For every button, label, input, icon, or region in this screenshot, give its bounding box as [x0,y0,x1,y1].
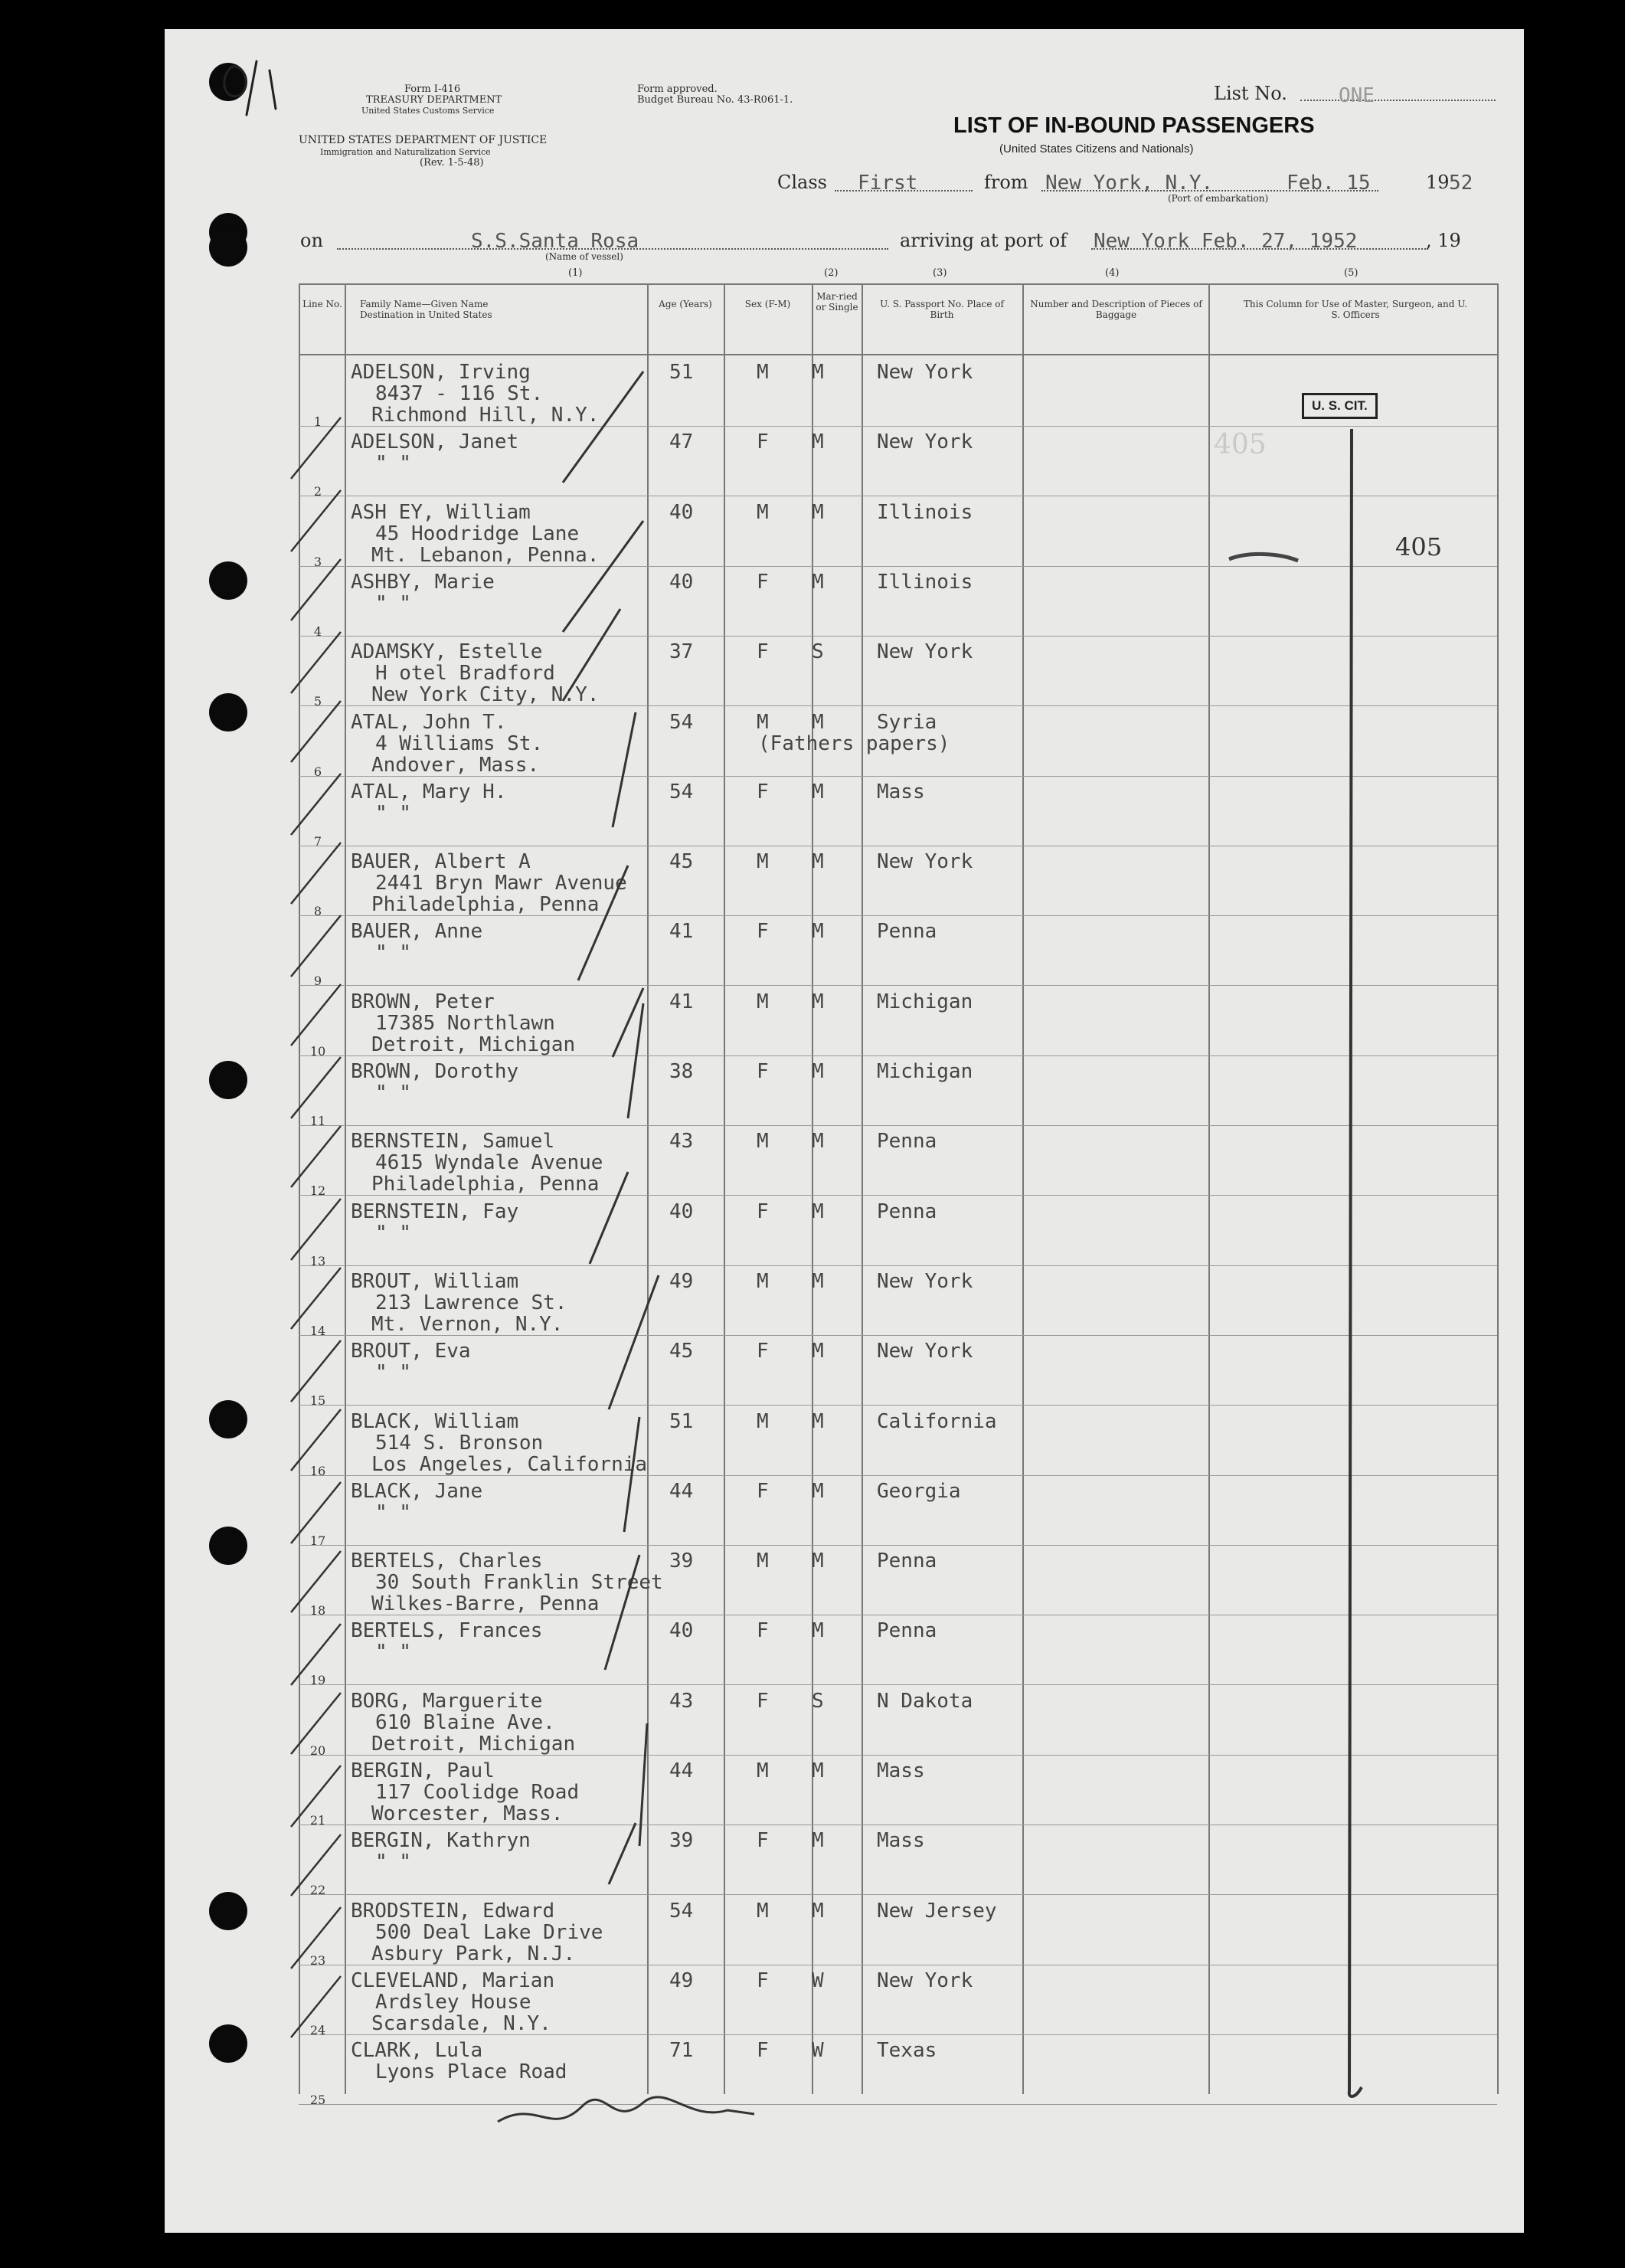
passenger-sex: M [757,710,769,734]
passenger-name: CLARK, Lula [351,2039,483,2063]
marital-status: W [812,2039,824,2063]
marital-status: M [812,1899,824,1923]
form-number: Form I-416 [404,83,461,95]
address-line-1: 17385 Northlawn [375,1011,555,1035]
passenger-sex: F [757,430,769,454]
passenger-age: 39 [669,1550,694,1573]
place-of-birth: California [877,1409,997,1433]
passenger-sex: M [757,1130,769,1154]
address-line-2: Detroit, Michigan [371,1033,576,1056]
marital-status: M [812,1269,824,1293]
passenger-sex: F [757,1340,769,1363]
passenger-name: ATAL, John T. [351,710,507,734]
passenger-name: BLACK, William [351,1409,519,1433]
line-number: 4 [313,623,322,639]
address-line-1: H otel Bradford [375,662,555,686]
passenger-age: 40 [669,500,694,524]
passenger-sex: F [757,570,769,594]
from-value: New York, N.Y. [1045,172,1214,195]
passenger-sex: F [757,2039,769,2063]
passenger-name: BROWN, Dorothy [351,1060,519,1083]
place-of-birth: Penna [877,1550,937,1573]
passenger-name: BERNSTEIN, Samuel [351,1130,555,1154]
header-name: Family Name—Given Name Destination in United States [360,299,492,320]
place-of-birth: Mass [877,1759,925,1782]
place-of-birth: Penna [877,1619,937,1643]
address-line-1: " " [375,1641,411,1664]
passenger-sex: F [757,1619,769,1643]
header-baggage: Number and Description of Pieces of Baggage [1030,299,1202,320]
bracket-line [1349,429,1362,2096]
marital-status: M [812,1060,824,1083]
signature [498,2097,754,2122]
line-number: 3 [313,554,322,569]
class-label: Class [777,172,827,193]
arriving-value: New York Feb. 27, 1952 [1094,230,1358,253]
passenger-sex: F [757,1689,769,1713]
place-of-birth: New York [877,1269,973,1293]
marital-status: M [812,1340,824,1363]
address-line-2: Mt. Vernon, N.Y. [371,1312,564,1336]
passenger-sex: F [757,920,769,944]
marital-status: M [812,1199,824,1223]
line-number: 18 [309,1603,326,1618]
header-sex: Sex (F-M) [744,299,791,309]
marital-status: M [812,361,824,384]
place-of-birth: N Dakota [877,1689,973,1713]
col-num-3: (3) [933,267,947,279]
passenger-name: BAUER, Albert A [351,850,531,874]
place-of-birth: New Jersey [877,1899,997,1923]
passenger-name: ADELSON, Janet [351,430,519,454]
address-line-1: " " [375,941,411,965]
passenger-name: BERTELS, Frances [351,1619,543,1643]
address-line-1: 2441 Bryn Mawr Avenue [375,872,627,895]
marital-status: M [812,1409,824,1433]
header-age: Age (Years) [659,299,712,309]
passenger-name: ADAMSKY, Estelle [351,640,543,664]
marital-status: W [812,1969,824,1992]
address-line-1: " " [375,801,411,825]
passenger-sex: M [757,1759,769,1782]
form-revision: (Rev. 1-5-48) [420,157,484,169]
port-embark-caption: (Port of embarkation) [1168,193,1269,204]
passenger-age: 44 [669,1759,694,1782]
marital-status: M [812,710,824,734]
arriving-suffix: , 19 [1426,230,1461,251]
place-of-birth: New York [877,430,973,454]
address-line-1: " " [375,1851,411,1874]
address-line-1: " " [375,1082,411,1105]
passenger-sex: F [757,1060,769,1083]
header-passport: U. S. Passport No. Place of Birth [880,299,1004,320]
passenger-age: 49 [669,1269,694,1293]
line-number: 19 [309,1673,326,1688]
line-number: 23 [309,1952,326,1968]
list-no-value: ONE [1339,84,1375,107]
place-of-birth: Michigan [877,990,973,1013]
passenger-age: 49 [669,1969,694,1992]
passenger-name: BORG, Marguerite [351,1689,543,1713]
place-of-birth: Penna [877,920,937,944]
address-line-1: " " [375,1361,411,1385]
passenger-name: BROUT, Eva [351,1340,471,1363]
passenger-sex: F [757,640,769,664]
passenger-name: BERGIN, Paul [351,1759,495,1782]
passenger-sex: M [757,990,769,1013]
place-of-birth: Mass [877,1829,925,1853]
line-number: 16 [309,1463,326,1478]
place-of-birth: New York [877,1340,973,1363]
marital-status: M [812,1619,824,1643]
marital-status: M [812,1130,824,1154]
passenger-name: ADELSON, Irving [351,361,531,384]
place-of-birth: Illinois [877,500,973,524]
marital-status: M [812,570,824,594]
passenger-age: 54 [669,1899,694,1923]
document-title: LIST OF IN-BOUND PASSENGERS [953,113,1315,138]
address-line-2: Philadelphia, Penna [371,893,600,917]
line-number: 21 [309,1813,326,1828]
passenger-age: 47 [669,430,694,454]
marital-status: M [812,1759,824,1782]
line-number: 12 [309,1183,326,1199]
passenger-name: BERNSTEIN, Fay [351,1199,519,1223]
marital-status: M [812,920,824,944]
birth-note: (Fathers papers) [758,731,950,755]
passenger-sex: M [757,1550,769,1573]
passenger-sex: M [757,1899,769,1923]
place-of-birth: New York [877,361,973,384]
address-line-2: Worcester, Mass. [371,1802,564,1825]
form-approved: Form approved. [637,83,718,95]
vessel-name: S.S.Santa Rosa [471,230,639,253]
address-line-1: 610 Blaine Ave. [375,1710,555,1734]
address-line-2: Scarsdale, N.Y. [371,2011,551,2035]
dept-treasury: TREASURY DEPARTMENT [366,94,502,106]
line-number: 1 [313,414,322,429]
passenger-age: 51 [669,361,694,384]
col-num-4: (4) [1105,267,1120,279]
address-line-2: Philadelphia, Penna [371,1173,600,1196]
line-number: 13 [309,1253,326,1268]
class-value: First [858,172,918,195]
list-no-label: List No. [1214,83,1287,104]
address-line-2: Asbury Park, N.J. [371,1942,576,1965]
address-line-2: Wilkes-Barre, Penna [371,1592,600,1616]
place-of-birth: Michigan [877,1060,973,1083]
passenger-name: ASHBY, Marie [351,570,495,594]
line-number: 2 [313,484,322,499]
passenger-sex: M [757,1409,769,1433]
passenger-sex: F [757,1969,769,1992]
passenger-name: BERTELS, Charles [351,1550,543,1573]
passenger-age: 40 [669,1199,694,1223]
address-line-1: 4 Williams St. [375,731,544,755]
faint-annotation: 405 [1214,429,1267,460]
passenger-age: 40 [669,1619,694,1643]
address-line-2: Andover, Mass. [371,753,540,777]
address-line-1: 4615 Wyndale Avenue [375,1151,603,1175]
passenger-age: 45 [669,850,694,874]
passenger-sex: F [757,780,769,803]
embark-year-prefix: 19 [1426,172,1450,193]
place-of-birth: New York [877,850,973,874]
passenger-sex: F [757,1199,769,1223]
passenger-age: 38 [669,1060,694,1083]
place-of-birth: Mass [877,780,925,803]
dept-justice-sub: Immigration and Naturalization Service [320,147,491,157]
marital-status: M [812,1829,824,1853]
line-number: 17 [309,1533,326,1548]
passenger-name: ASH EY, William [351,500,531,524]
place-of-birth: Syria [877,710,937,734]
passenger-name: BRODSTEIN, Edward [351,1899,555,1923]
from-label: from [984,172,1028,193]
dept-treasury-sub: United States Customs Service [361,106,495,116]
pair-slashes [563,371,659,1884]
vessel-caption: (Name of vessel) [545,251,623,262]
address-line-2: Los Angeles, California [371,1452,648,1476]
document-subtitle: (United States Citizens and Nationals) [999,142,1194,155]
dept-justice: UNITED STATES DEPARTMENT OF JUSTICE [299,134,548,146]
address-line-1: 500 Deal Lake Drive [375,1920,603,1944]
passenger-age: 51 [669,1409,694,1433]
address-line-1: 8437 - 116 St. [375,382,544,405]
place-of-birth: Illinois [877,570,973,594]
address-line-1: 45 Hoodridge Lane [375,522,580,545]
marital-status: S [812,1689,824,1713]
marital-status: M [812,780,824,803]
passenger-sex: M [757,850,769,874]
passenger-sex: F [757,1479,769,1503]
passenger-age: 37 [669,640,694,664]
passenger-name: BROUT, William [351,1269,519,1293]
line-number: 6 [313,764,322,779]
passenger-age: 45 [669,1340,694,1363]
passenger-sex: M [757,500,769,524]
marital-status: S [812,640,824,664]
marital-status: M [812,430,824,454]
address-line-1: 30 South Franklin Street [375,1571,663,1595]
line-number: 25 [309,2093,326,2108]
check-marks [291,417,341,2037]
address-line-1: " " [375,1221,411,1245]
line-number: 10 [309,1043,326,1059]
marital-status: M [812,990,824,1013]
marital-status: M [812,850,824,874]
passenger-sex: M [757,361,769,384]
place-of-birth: Georgia [877,1479,961,1503]
line-number: 7 [313,833,322,849]
place-of-birth: New York [877,1969,973,1992]
place-of-birth: Texas [877,2039,937,2063]
col-num-5: (5) [1344,267,1359,279]
marital-status: M [812,1479,824,1503]
passenger-age: 54 [669,780,694,803]
address-line-1: Ardsley House [375,1990,531,2014]
address-line-1: Lyons Place Road [375,2060,567,2084]
passenger-name: BERGIN, Kathryn [351,1829,531,1853]
passenger-age: 39 [669,1829,694,1853]
header-line-no: Line No. [302,299,342,309]
line-number: 22 [309,1883,326,1898]
arriving-label: arriving at port of [900,230,1068,251]
line-number: 14 [309,1323,326,1338]
address-line-1: 514 S. Bronson [375,1431,544,1455]
address-line-2: Richmond Hill, N.Y. [371,404,600,427]
passenger-name: BAUER, Anne [351,920,483,944]
address-line-1: " " [375,452,411,476]
line-number: 15 [309,1393,326,1409]
bracket-mark [1229,554,1298,561]
place-of-birth: Penna [877,1199,937,1223]
passenger-age: 71 [669,2039,694,2063]
passenger-age: 41 [669,920,694,944]
line-number: 20 [309,1743,326,1758]
header-married: Mar-ried or Single [816,291,858,313]
passenger-age: 54 [669,710,694,734]
address-line-1: 213 Lawrence St. [375,1291,567,1314]
address-line-2: Mt. Lebanon, Penna. [371,543,600,567]
place-of-birth: Penna [877,1130,937,1154]
passenger-age: 44 [669,1479,694,1503]
address-line-2: Detroit, Michigan [371,1732,576,1756]
us-citizen-stamp: U. S. CIT. [1302,393,1378,419]
marital-status: M [812,500,824,524]
passenger-age: 40 [669,570,694,594]
passenger-name: CLEVELAND, Marian [351,1969,555,1992]
marital-status: M [812,1550,824,1573]
address-line-1: " " [375,591,411,615]
page-corner-marks [224,61,276,115]
budget-bureau: Budget Bureau No. 43-R061-1. [637,94,793,106]
passenger-name: BROWN, Peter [351,990,495,1013]
col-num-2: (2) [824,267,839,279]
passenger-sex: M [757,1269,769,1293]
address-line-1: 117 Coolidge Road [375,1781,580,1804]
line-number: 5 [313,694,322,709]
embark-date: Feb. 15 [1287,172,1371,195]
line-number: 9 [313,974,322,989]
passenger-age: 43 [669,1689,694,1713]
passenger-sex: F [757,1829,769,1853]
col-num-1: (1) [568,267,583,279]
header-officers: This Column for Use of Master, Surgeon, and U. S. Officers [1243,299,1468,320]
line-number: 24 [309,2022,326,2037]
on-label: on [300,230,323,251]
passenger-name: ATAL, Mary H. [351,780,507,803]
address-line-1: " " [375,1501,411,1524]
handwritten-number: 405 [1395,532,1443,561]
embark-year: 52 [1449,172,1473,195]
passenger-age: 41 [669,990,694,1013]
passenger-age: 43 [669,1130,694,1154]
line-number: 11 [309,1114,326,1128]
place-of-birth: New York [877,640,973,664]
line-number: 8 [313,904,322,919]
address-line-2: New York City, N.Y. [371,683,600,707]
passenger-name: BLACK, Jane [351,1479,483,1503]
